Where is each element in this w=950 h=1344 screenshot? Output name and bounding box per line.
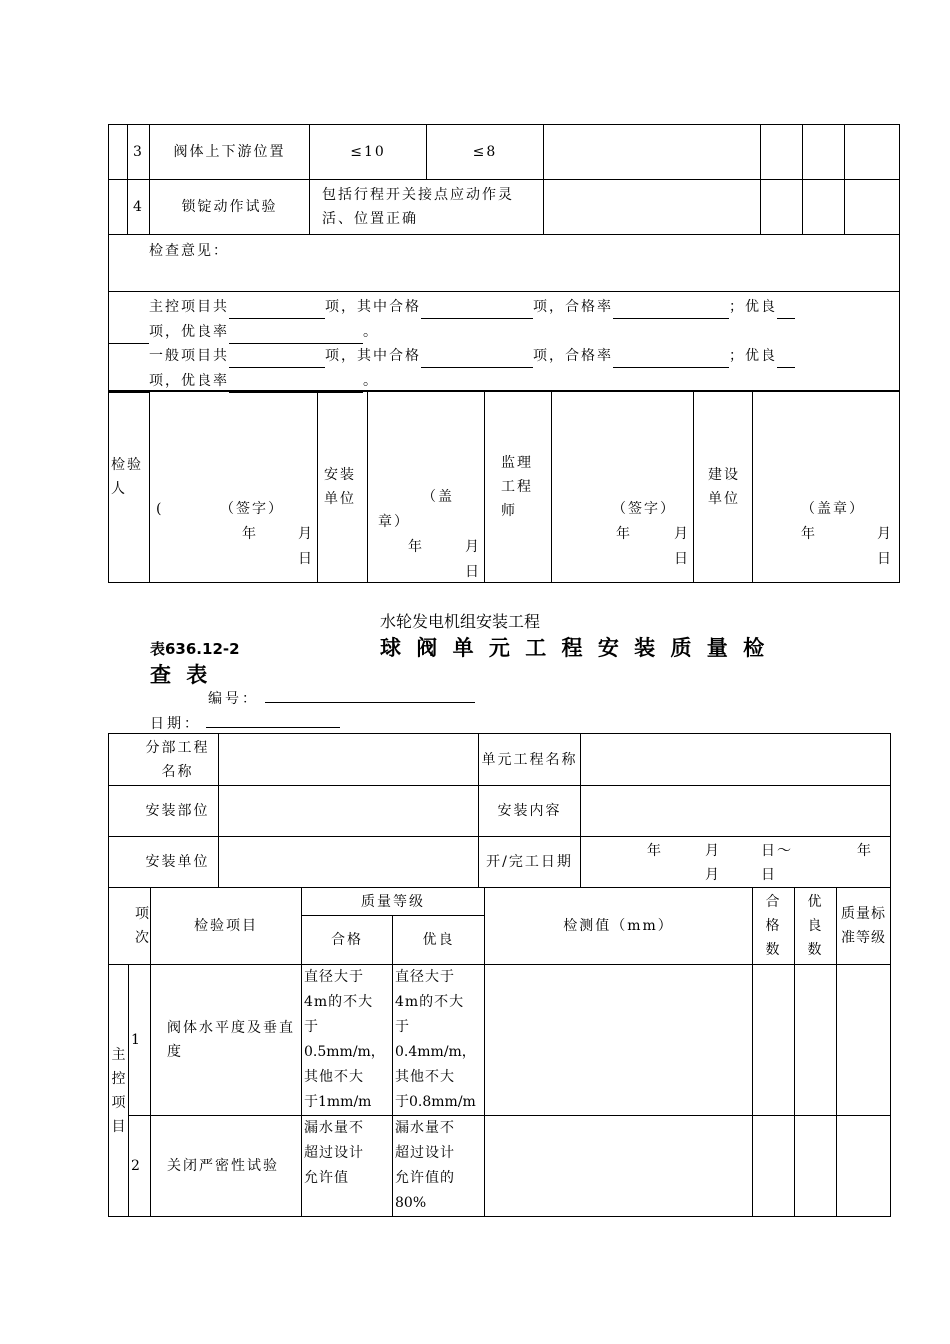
col-qualified-count: 合格数 bbox=[753, 888, 795, 965]
inspector-label-cell bbox=[109, 391, 150, 583]
install-content-label: 安装内容 bbox=[479, 786, 581, 837]
signature-text: （签字） bbox=[612, 501, 676, 517]
summary-main-line2: 项，优良率 。 bbox=[109, 320, 379, 344]
summary-general-line1: 一般项目共 项，其中合格 项，合格率 ；优良 bbox=[149, 344, 795, 368]
install-content-field[interactable] bbox=[581, 786, 891, 837]
col-quality-level: 质量标准等级 bbox=[837, 888, 891, 965]
inspector-sign-cell: ( （签字） 年 月 日 bbox=[150, 391, 318, 583]
check-item: 阀体上下游位置 bbox=[150, 125, 310, 180]
excellent-criteria: 漏水量不 超过设计 允许值的 80% bbox=[393, 1116, 485, 1217]
table-row bbox=[109, 125, 900, 180]
requirement-text: 包括行程开关接点应动作灵活、位置正确 bbox=[310, 180, 544, 235]
table-number: 表636.12-2 bbox=[150, 640, 240, 658]
project-info-table bbox=[108, 733, 891, 888]
col-check-item: 检验项目 bbox=[151, 888, 302, 965]
install-unit-seal-cell: （盖 章） 年 月 日 bbox=[368, 391, 485, 583]
qualified-count-field[interactable] bbox=[753, 1116, 795, 1217]
col-excellent-count: 优良数 bbox=[795, 888, 837, 965]
col-qualified: 合格 bbox=[302, 916, 393, 965]
summary-block bbox=[109, 292, 900, 392]
row-index: 3 bbox=[128, 125, 150, 180]
col-excellent: 优良 bbox=[393, 916, 485, 965]
date-field[interactable] bbox=[206, 711, 340, 728]
row-index: 2 bbox=[129, 1116, 151, 1217]
install-unit-field[interactable] bbox=[219, 837, 479, 888]
number-label: 编号： bbox=[208, 691, 259, 707]
row-index: 1 bbox=[129, 965, 151, 1116]
start-end-date-field[interactable]: 年 月 日～ 年 月 日 bbox=[581, 837, 891, 888]
page-title-cont: 查 表 bbox=[150, 662, 212, 687]
unit-project-label: 单元工程名称 bbox=[479, 734, 581, 786]
summary-main-line1: 主控项目共 项，其中合格 项，合格率 ；优良 bbox=[149, 295, 795, 319]
qualified-criteria: 直径大于 4m的不大 于 0.5mm/m， 其他不大 于1mm/m bbox=[302, 965, 393, 1116]
supervisor-label-cell: 监理工程师 bbox=[485, 391, 552, 583]
col-quality-grade: 质量等级 bbox=[302, 888, 485, 916]
table-row bbox=[109, 965, 891, 1116]
top-inspection-table bbox=[108, 124, 900, 392]
unit-project-field[interactable] bbox=[581, 734, 891, 786]
check-item: 阀体水平度及垂直度 bbox=[151, 965, 302, 1116]
install-location-field[interactable] bbox=[219, 786, 479, 837]
sub-project-label: 分部工程名称 bbox=[109, 734, 219, 786]
measured-field[interactable] bbox=[485, 1116, 753, 1217]
supervisor-sign-cell: （签字） 年 月 日 bbox=[552, 391, 694, 583]
qualified-value: ≤10 bbox=[310, 125, 427, 180]
excellent-criteria: 直径大于 4m的不大 于 0.4mm/m， 其他不大 于0.8mm/m bbox=[393, 965, 485, 1116]
start-end-date-label: 开/完工日期 bbox=[479, 837, 581, 888]
quality-level-field[interactable] bbox=[837, 1116, 891, 1217]
install-location-label: 安装部位 bbox=[109, 786, 219, 837]
col-measured: 检测值（mm） bbox=[485, 888, 753, 965]
excellent-value: ≤8 bbox=[427, 125, 544, 180]
excellent-count-field[interactable] bbox=[795, 965, 837, 1116]
inspector-label: 检验人 bbox=[111, 457, 143, 497]
owner-unit-label-cell: 建设单位 bbox=[694, 391, 753, 583]
summary-general-line2: 项，优良率 。 bbox=[109, 369, 379, 393]
excellent-count-field[interactable] bbox=[795, 1116, 837, 1217]
project-name: 水轮发电机组安装工程 bbox=[380, 612, 541, 631]
date-label: 日期： bbox=[150, 716, 201, 732]
table-row bbox=[109, 180, 900, 235]
col-item-no: 项次 bbox=[109, 888, 151, 965]
sub-project-field[interactable] bbox=[219, 734, 479, 786]
qualified-criteria: 漏水量不 超过设计 允许值 bbox=[302, 1116, 393, 1217]
number-field[interactable] bbox=[265, 686, 475, 703]
measured-field[interactable] bbox=[485, 965, 753, 1116]
check-item: 锁锭动作试验 bbox=[150, 180, 310, 235]
row-index: 4 bbox=[128, 180, 150, 235]
page-title: 球 阀 单 元 工 程 安 装 质 量 检 bbox=[380, 635, 769, 660]
owner-unit-seal-cell: （盖章） 年 月 日 bbox=[753, 391, 900, 583]
install-unit-label: 安装单位 bbox=[109, 837, 219, 888]
table-row bbox=[109, 1116, 891, 1217]
signature-table bbox=[108, 390, 900, 583]
install-unit-label-cell: 安装单位 bbox=[318, 391, 368, 583]
check-item: 关闭严密性试验 bbox=[151, 1116, 302, 1217]
quality-level-field[interactable] bbox=[837, 965, 891, 1116]
main-inspection-table bbox=[108, 887, 891, 1217]
check-opinion: 检查意见： bbox=[109, 235, 900, 292]
main-control-label: 主控项目 bbox=[109, 965, 129, 1217]
qualified-count-field[interactable] bbox=[753, 965, 795, 1116]
signature-text: （签字） bbox=[220, 501, 284, 517]
